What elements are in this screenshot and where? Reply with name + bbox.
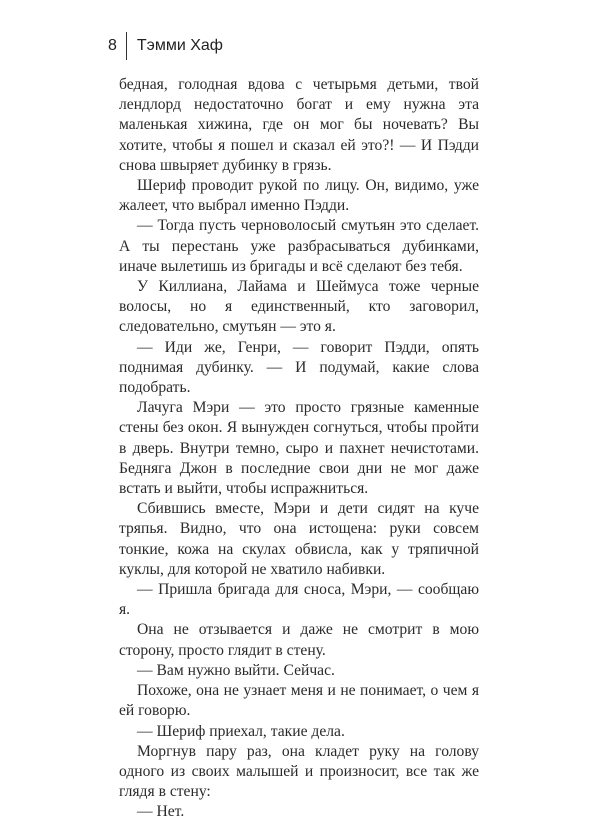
paragraph: — Шериф приехал, такие дела. (137, 722, 345, 740)
paragraph: — Тогда пусть черноволосый смутьян это сделает. А ты перестань уже разбрасываться дубинками, иначе вылетишь из бригады и всё сделают без тебя. (119, 217, 479, 275)
page-number: 8 (108, 37, 117, 54)
paragraph: — Пришла бригада для сноса, Мэри, — сообщаю я. (119, 581, 479, 619)
paragraph: Она не отзывается и даже не смотрит в мою сторону, просто глядит в стену. (119, 621, 479, 659)
paragraph: бедная, голодная вдова с четырьмя детьми, твой лендлорд недостаточно богат и ему нужна эта маленькая хижина, где он мог бы ночевать? Вы хотите, чтобы я пошел и сказал ей это?! — И Пэдди снова швыряет дубинку в грязь. (119, 76, 479, 174)
paragraph: — Нет. (137, 803, 185, 821)
paragraph: Сбившись вместе, Мэри и дети сидят на куче тряпья. Видно, что она истощена: руки совсем тонкие, кожа на скулах обвисла, как у тряпичной куклы, для которой не хватило набивки. (119, 500, 479, 578)
paragraph: Шериф проводит рукой по лицу. Он, видимо, уже жалеет, что выбрал именно Пэдди. (119, 177, 479, 215)
paragraph: Похоже, она не узнает меня и не понимает, о чем я ей говорю. (119, 682, 479, 720)
paragraph: — Вам нужно выйти. Сейчас. (137, 661, 335, 679)
running-title: Тэмми Хаф (136, 37, 223, 54)
paragraph: Моргнув пару раз, она кладет руку на голову одного из своих малышей и произносит, все так же глядя в стену: (119, 742, 479, 801)
running-head (108, 34, 223, 58)
header-divider (126, 32, 127, 60)
paragraph: У Киллиана, Лайама и Шеймуса тоже черные волосы, но я единственный, кто заговорил, следовательно, смутьян — это я. (119, 278, 479, 336)
paragraph: Лачуга Мэри — это просто грязные каменные стены без окон. Я вынужден согнуться, чтобы пройти в дверь. Внутри темно, сыро и пахнет нечистотами. Бедняга Джон в последние свои дни не мог даже встать и выйти, чтобы испражниться. (119, 399, 479, 498)
paragraph: — Иди же, Генри, — говорит Пэдди, опять поднимая дубинку. — И подумай, какие слова подобрать. (119, 338, 479, 397)
body-text (119, 75, 479, 823)
